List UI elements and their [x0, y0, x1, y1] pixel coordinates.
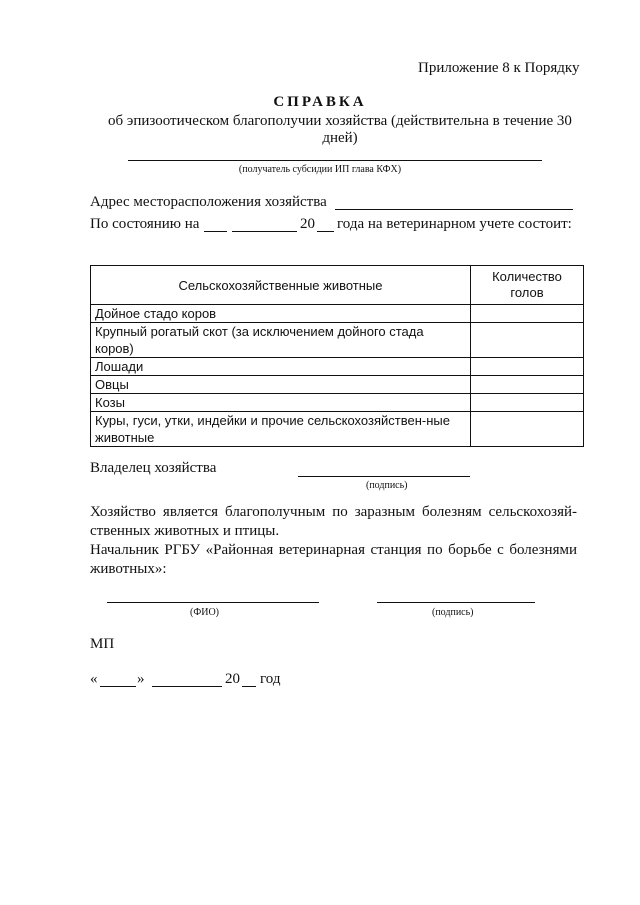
chief-signature-line[interactable]	[377, 602, 535, 603]
animal-name-cell: Овцы	[91, 376, 471, 394]
wellbeing-statement: Хозяйство является благополучным по заразным болезням сельскохозяй-ственных животных и птицы.	[90, 504, 577, 539]
document-title: СПРАВКА	[273, 94, 367, 110]
recipient-caption: (получатель субсидии ИП глава КФХ)	[238, 164, 402, 175]
count-cell[interactable]	[471, 412, 584, 447]
recipient-line[interactable]	[128, 160, 542, 161]
livestock-table	[90, 265, 584, 447]
column-header-animals: Сельскохозяйственные животные	[91, 266, 471, 305]
table-row	[91, 305, 584, 323]
animal-name-cell: Куры, гуси, утки, индейки и прочие сельскохозяйствен-ные животные	[91, 412, 471, 447]
animal-name-cell: Дойное стадо коров	[91, 305, 471, 323]
count-cell[interactable]	[471, 394, 584, 412]
chief-title: Начальник РГБУ «Районная ветеринарная станция по борьбе с болезнями животных»:	[90, 542, 577, 577]
chief-signature-caption: (подпись)	[432, 607, 474, 618]
as-of-year-prefix: 20	[300, 216, 315, 232]
as-of-month-line[interactable]	[232, 231, 297, 232]
as-of-suffix: года на ветеринарном учете состоит:	[337, 216, 572, 232]
date-day-line[interactable]	[100, 686, 136, 687]
as-of-day-line[interactable]	[204, 231, 227, 232]
as-of-year-line[interactable]	[317, 231, 334, 232]
owner-signature-line[interactable]	[298, 476, 470, 477]
date-year-line[interactable]	[242, 686, 256, 687]
animal-name-cell: Козы	[91, 394, 471, 412]
date-close-quote: »	[137, 671, 145, 687]
table-row	[91, 323, 584, 358]
table-row	[91, 394, 584, 412]
table-row	[91, 358, 584, 376]
column-header-count: Количество голов	[471, 266, 584, 305]
appendix-reference: Приложение 8 к Порядку	[418, 60, 580, 76]
date-month-line[interactable]	[152, 686, 222, 687]
fio-line[interactable]	[107, 602, 319, 603]
date-open-quote: «	[90, 671, 98, 687]
as-of-prefix: По состоянию на	[90, 216, 200, 232]
document-subtitle: об эпизоотическом благополучии хозяйства (действительна в течение 30 дней)	[108, 113, 572, 146]
animal-name-cell: Крупный рогатый скот (за исключением дойного стада коров)	[91, 323, 471, 358]
count-cell[interactable]	[471, 376, 584, 394]
owner-signature-caption: (подпись)	[366, 480, 408, 491]
table-row	[91, 376, 584, 394]
animal-name-cell: Лошади	[91, 358, 471, 376]
table-row	[91, 412, 584, 447]
stamp-placeholder: МП	[90, 636, 115, 652]
date-year-prefix: 20	[225, 671, 240, 687]
count-cell[interactable]	[471, 323, 584, 358]
address-line[interactable]	[335, 209, 573, 210]
count-cell[interactable]	[471, 305, 584, 323]
count-cell[interactable]	[471, 358, 584, 376]
date-suffix: год	[260, 671, 281, 687]
owner-label: Владелец хозяйства	[90, 460, 217, 476]
address-label: Адрес месторасположения хозяйства	[90, 194, 327, 210]
table-header-row	[91, 266, 584, 305]
fio-caption: (ФИО)	[190, 607, 220, 618]
